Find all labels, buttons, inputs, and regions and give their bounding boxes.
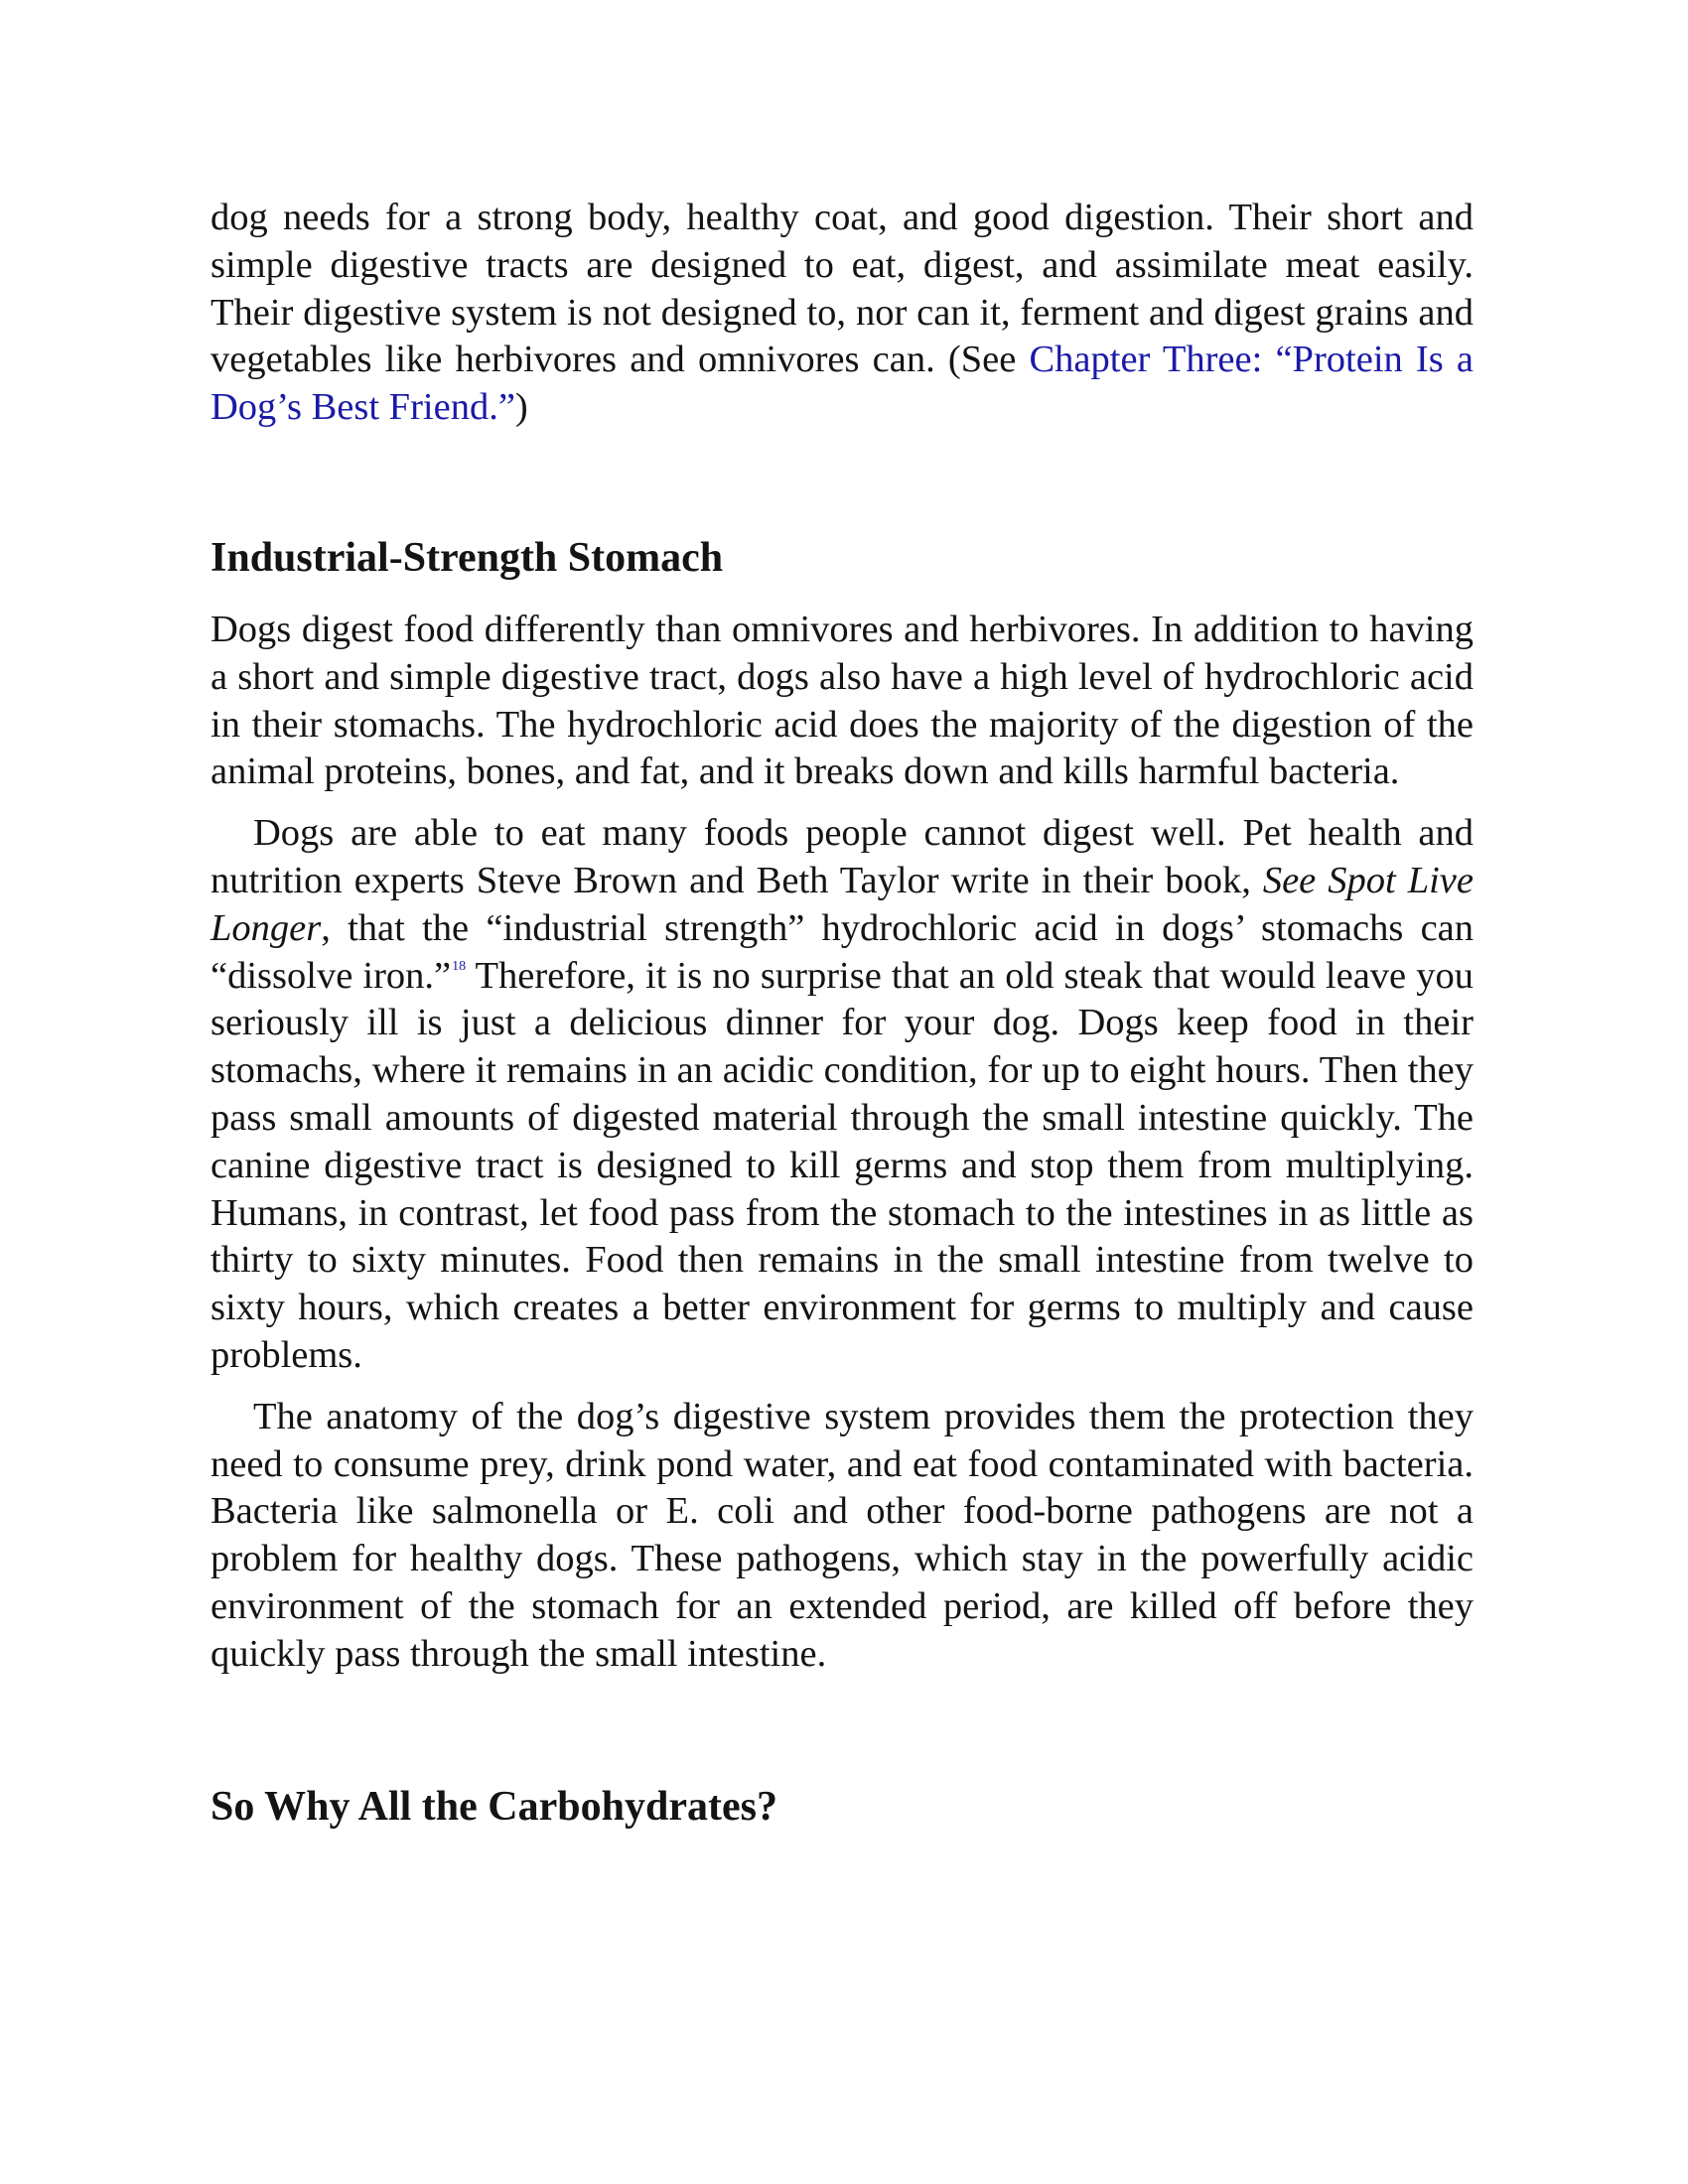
intro-paragraph-text: dog needs for a strong body, healthy coat, and good digestion. Their short and simple digestive tracts are designed to eat, digest, and assimilate meat easily. Their digestive system is not designed to, nor can it, ferment and digest grains and vegetables like herbivores and omnivores can. (See <box>211 197 1474 381</box>
stomach-paragraph-2-start: Dogs are able to eat many foods people cannot digest well. Pet health and nutrition experts Steve Brown and Beth Taylor write in their book, <box>211 812 1474 901</box>
intro-paragraph <box>211 195 1474 432</box>
stomach-paragraph-3: The anatomy of the dog’s digestive system provides them the protection they need to consume prey, drink pond water, and eat food contaminated with bacteria. Bacteria like salmonella or E. coli and other food-borne pathogens are not a problem for healthy dogs. These pathogens, which stay in the powerfully acidic environment of the stomach for an extended period, are killed off before they quickly pass through the small intestine. <box>211 1395 1474 1675</box>
heading-industrial-strength-stomach: Industrial-Strength Stomach <box>211 534 724 581</box>
heading-why-carbohydrates: So Why All the Carbohydrates? <box>211 1783 777 1830</box>
chapter-three-link[interactable]: Chapter Three: “Protein Is a Dog’s Best Friend.” <box>211 339 1474 429</box>
footnote-ref-link[interactable]: 18 <box>452 958 467 974</box>
stomach-paragraph-2-end: Therefore, it is no surprise that an old steak that would leave you seriously ill is just a delicious dinner for your dog. Dogs keep food in their stomachs, where it remains in an acidic condition, for up to eight hours. Then they pass small amounts of digested material through the small intestine quickly. The canine digestive tract is designed to kill germs and stop them from multiplying. Humans, in contrast, let food pass from the stomach to the intestines in as little as thirty to sixty minutes. Food then remains in the small intestine from twelve to sixty hours, which creates a better environment for germs to multiply and cause problems. <box>211 954 1474 1376</box>
stomach-paragraph-1: Dogs digest food differently than omnivores and herbivores. In addition to having a short and simple digestive tract, dogs also have a high level of hydrochloric acid in their stomachs. The hydrochloric acid does the majority of the digestion of the animal proteins, bones, and fat, and it breaks down and kills harmful bacteria. <box>211 608 1474 793</box>
stomach-paragraph-2 <box>211 810 1474 1380</box>
book-title: See Spot Live Longer <box>211 859 1474 949</box>
stomach-paragraph-2-mid: , that the “industrial strength” hydrochloric acid in dogs’ stomachs can “dissolve iron.” <box>211 906 1474 997</box>
intro-paragraph-close: ) <box>514 386 528 429</box>
book-page <box>211 195 1474 1832</box>
